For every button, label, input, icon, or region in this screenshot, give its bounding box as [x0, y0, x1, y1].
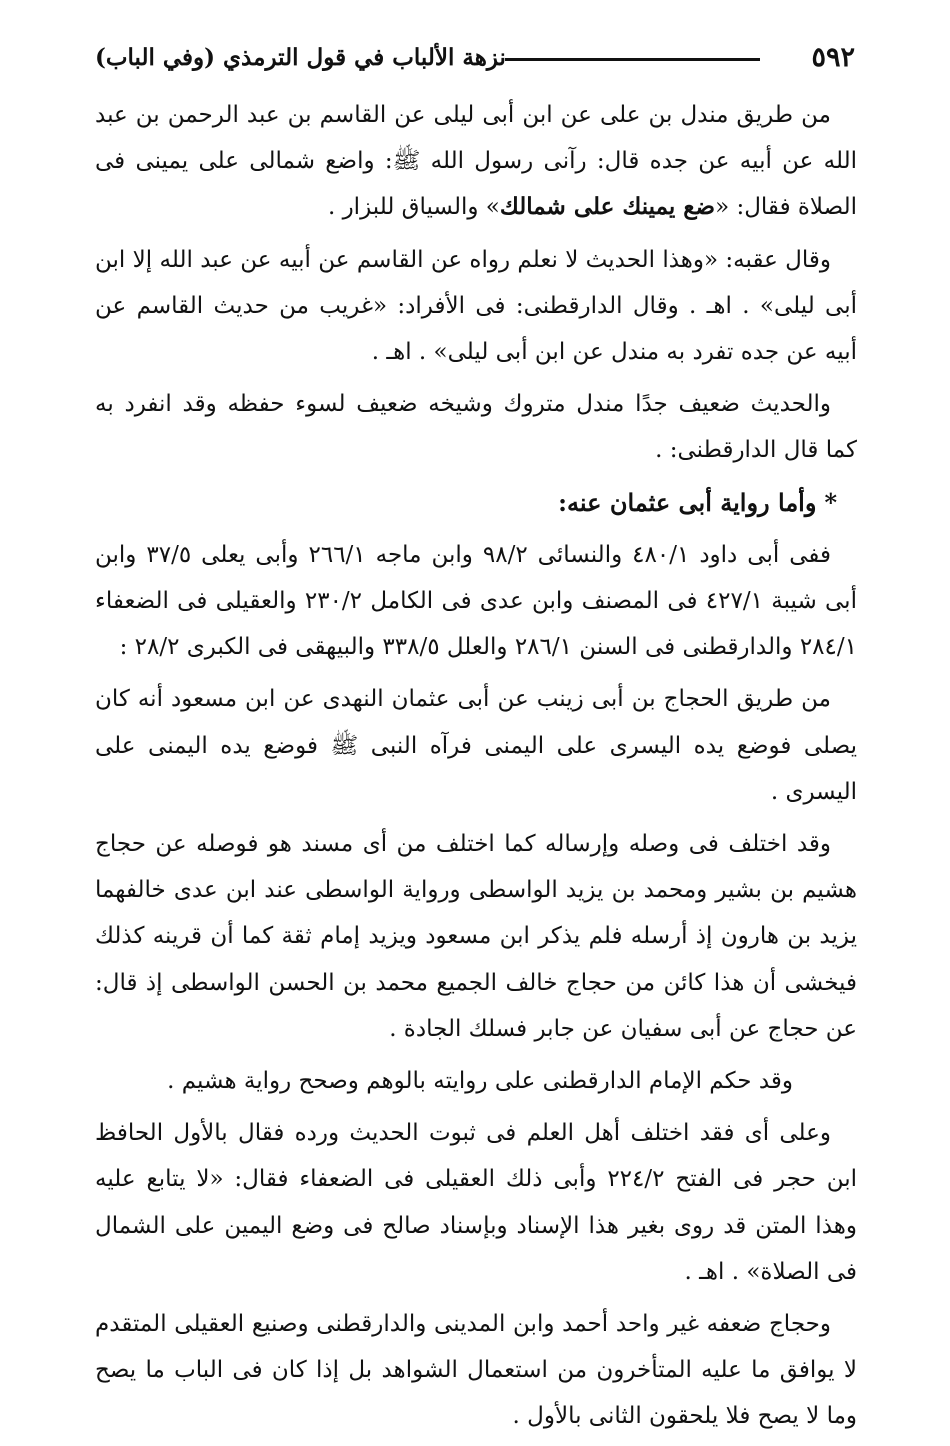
text-segment: والحديث ضعيف جدًا مندل متروك وشيخه ضعيف لسوء حفظه وقد انفرد به كما قال الدارقطنى: . [95, 391, 857, 464]
paragraph [95, 92, 857, 231]
bold-text: ضع يمينك على شمالك [499, 193, 716, 221]
section-heading [95, 480, 857, 526]
paragraph [95, 532, 857, 671]
paragraph [95, 1301, 857, 1440]
page-header [95, 40, 855, 76]
text-segment: وقد حكم الإمام الدارقطنى على روايته بالوهم وصحح رواية هشيم . [167, 1068, 793, 1095]
text-segment: من طريق الحجاج بن أبى زينب عن أبى عثمان النهدى عن ابن مسعود أنه كان يصلى فوضع يده اليسرى على اليمنى فرآه النبى ﷺ فوضع يده اليمنى على اليسرى . [95, 686, 857, 805]
text-segment: وعلى أى فقد اختلف أهل العلم فى ثبوت الحديث ورده فقال بالأول الحافظ ابن حجر فى الفتح ٢٢٤/٢ وأبى ذلك العقيلى فى الضعفاء فقال: «لا يتابع عليه وهذا المتن قد روى بغير هذا الإسناد وبإسناد صالح فى وضع اليمين على الشمال فى الصلاة» . اهـ . [95, 1120, 857, 1285]
paragraph [95, 676, 857, 815]
text-segment: من طريق مندل بن على عن ابن أبى ليلى عن القاسم بن عبد الرحمن بن عبد الله عن أبيه عن جده قال: رآنى رسول الله ﷺ: واضع شمالى على يمينى فى الصلاة فقال: « [95, 102, 857, 221]
text-segment: وحجاج ضعفه غير واحد أحمد وابن المدينى والدارقطنى وصنيع العقيلى المتقدم لا يوافق ما عليه المتأخرون من استعمال الشواهد بل إذا كان فى الباب ما يصح وما لا يصح فلا يلحقون الثانى بالأول . [95, 1311, 857, 1430]
paragraph [95, 237, 857, 376]
page-body [95, 92, 857, 1446]
paragraph [95, 1058, 857, 1104]
paragraph [95, 1110, 857, 1295]
running-title: نزهة الألباب في قول الترمذي (وفي الباب) [95, 44, 506, 71]
paragraph [95, 381, 857, 473]
text-segment: وقال عقبه: «وهذا الحديث لا نعلم رواه عن القاسم عن أبيه عن عبد الله إلا ابن أبى ليلى» . اهـ . وقال الدارقطنى: فى الأفراد: «غريب من حديث القاسم عن أبيه عن جده تفرد به مندل عن ابن أبى ليلى» . اهـ . [95, 246, 857, 366]
text-segment: » والسياق للبزار . [327, 194, 500, 221]
star-bullet: * [824, 487, 837, 517]
text-segment: وقد اختلف فى وصله وإرساله كما اختلف من أى مسند هو فوصله عن حجاج هشيم بن بشير ومحمد بن يزيد الواسطى ورواية الواسطى عند ابن عدى خالفهما يزيد بن هارون إذ أرسله فلم يذكر ابن مسعود ويزيد إمام ثقة كما أن قرينه كذلك فيخشى أن هذا كائن من حجاج خالف الجميع محمد بن الحسن الواسطى إذ قال: عن حجاج عن أبى سفيان عن جابر فسلك الجادة . [95, 831, 857, 1042]
text-segment: ففى أبى داود ٤٨٠/١ والنسائى ٩٨/٢ وابن ماجه ٢٦٦/١ وأبى يعلى ٣٧/٥ وابن أبى شيبة ٤٢٧/١ فى المصنف وابن عدى فى الكامل ٢٣٠/٢ والعقيلى فى الضعفاء ٢٨٤/١ والدارقطنى فى السنن ٢٨٦/١ والعلل ٣٣٨/٥ والبيهقى فى الكبرى ٢٨/٢ : [95, 541, 857, 661]
bold-text: وأما رواية أبى عثمان عنه: [558, 487, 817, 517]
paragraph [95, 821, 857, 1052]
page-number: ٥٩٢ [811, 42, 855, 73]
header-rule [505, 58, 760, 61]
